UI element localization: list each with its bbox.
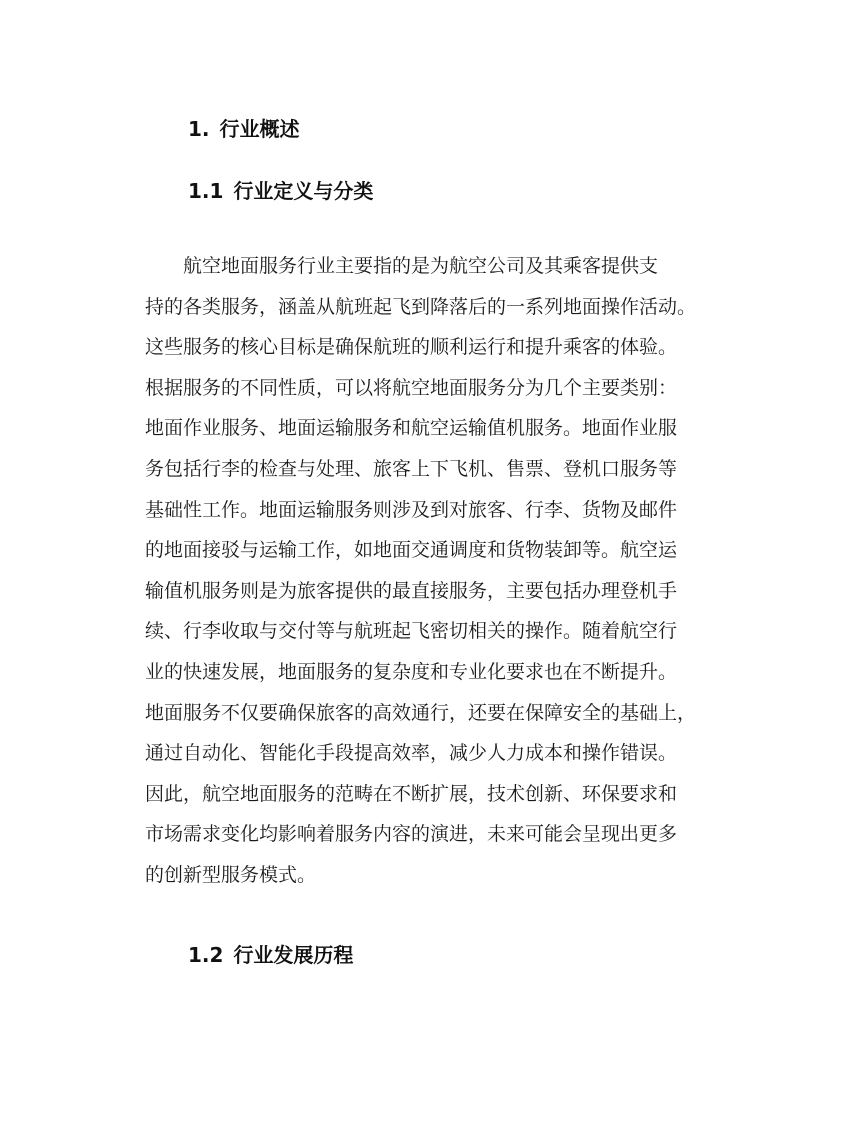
paragraph-line: 续、行李收取与交付等与航班起飞密切相关的操作。随着航空行 (145, 620, 678, 643)
section-title: 行业发展历程 (233, 943, 354, 967)
paragraph-line: 地面服务不仅要确保旅客的高效通行，还要在保障安全的基础上， (145, 701, 697, 724)
paragraph-line: 基础性工作。地面运输服务则涉及到对旅客、行李、货物及邮件 (145, 498, 678, 521)
paragraph-line: 持的各类服务，涵盖从航班起飞到降落后的一系列地面操作活动。 (145, 295, 697, 318)
paragraph-line: 的地面接驳与运输工作，如地面交通调度和货物装卸等。航空运 (145, 539, 678, 562)
section-heading-1 (188, 116, 300, 142)
section-number: 1.1 (188, 179, 224, 203)
paragraph-line: 地面作业服务、地面运输服务和航空运输值机服务。地面作业服 (145, 417, 678, 440)
paragraph-line: 根据服务的不同性质，可以将航空地面服务分为几个主要类别： (145, 376, 678, 399)
paragraph-line: 输值机服务则是为旅客提供的最直接服务，主要包括办理登机手 (145, 579, 678, 602)
section-number: 1. (188, 117, 210, 141)
section-heading-1-2 (188, 942, 353, 968)
section-title: 行业定义与分类 (233, 179, 374, 203)
paragraph-line: 务包括行李的检查与处理、旅客上下飞机、售票、登机口服务等 (145, 457, 678, 480)
paragraph-line: 业的快速发展，地面服务的复杂度和专业化要求也在不断提升。 (145, 660, 678, 683)
paragraph-line: 这些服务的核心目标是确保航班的顺利运行和提升乘客的体验。 (145, 336, 678, 359)
paragraph-line: 通过自动化、智能化手段提高效率，减少人力成本和操作错误。 (145, 742, 678, 765)
paragraph-line: 的创新型服务模式。 (145, 863, 317, 886)
section-title: 行业概述 (219, 117, 300, 141)
paragraph-line: 因此，航空地面服务的范畴在不断扩展，技术创新、环保要求和 (145, 782, 678, 805)
paragraph-line: 航空地面服务行业主要指的是为航空公司及其乘客提供支 (183, 255, 659, 277)
section-heading-1-1 (188, 178, 373, 204)
body-paragraph (145, 246, 725, 896)
section-number: 1.2 (188, 943, 224, 967)
paragraph-line: 市场需求变化均影响着服务内容的演进，未来可能会呈现出更多 (145, 823, 678, 846)
